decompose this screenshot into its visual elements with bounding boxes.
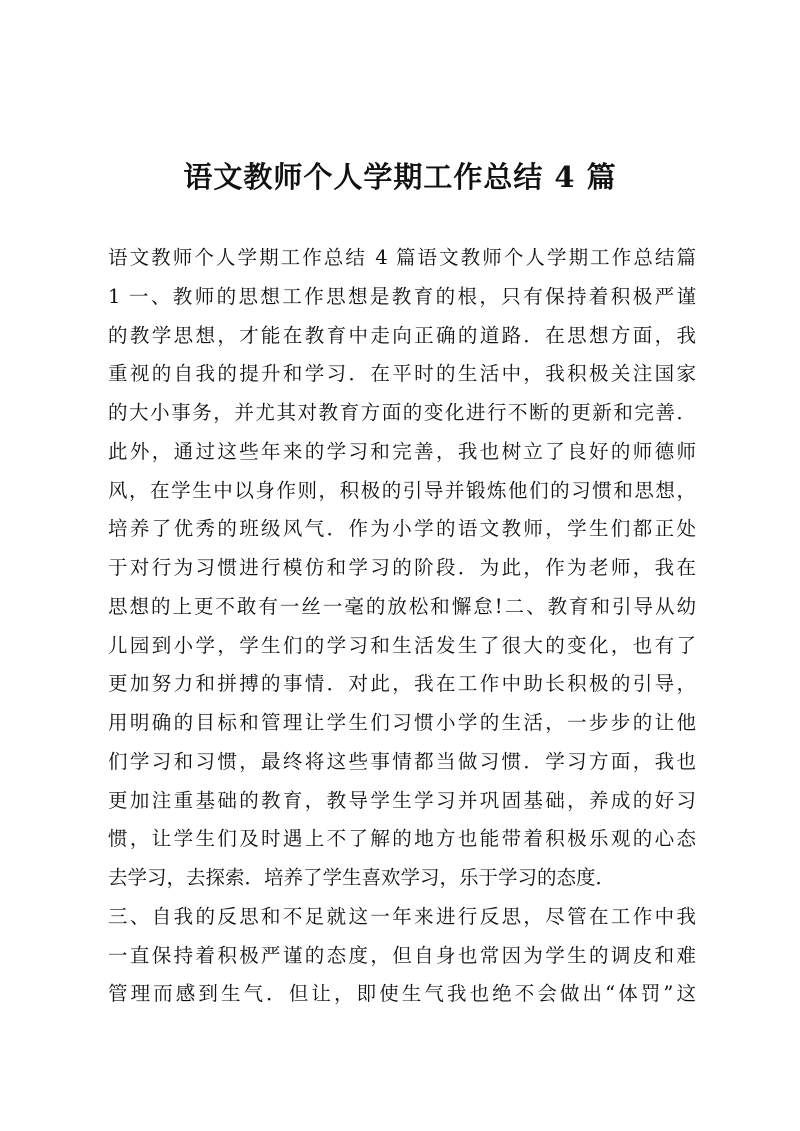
body-line: 儿园到小学，学生们的学习和生活发生了很大的变化，也有了 (108, 633, 696, 657)
body-line: 风，在学生中以身作则，积极的引导并锻炼他们的习惯和思想， (108, 478, 696, 502)
body-line: 培养了优秀的班级风气．作为小学的语文教师，学生们都正处 (108, 517, 696, 541)
body-line: 此外，通过这些年来的学习和完善，我也树立了良好的师德师 (108, 439, 696, 463)
body-line: 一直保持着积极严谨的态度，但自身也常因为学生的调皮和难 (108, 943, 696, 967)
body-line: 去学习，去探索．培养了学生喜欢学习，乐于学习的态度． (108, 866, 616, 889)
body-line: 于对行为习惯进行模仿和学习的阶段．为此，作为老师，我在 (108, 556, 696, 579)
body-line: 管理而感到生气．但让，即使生气我也绝不会做出“体罚”这 (108, 982, 696, 1006)
body-line: 重视的自我的提升和学习．在平时的生活中，我积极关注国家 (108, 362, 696, 386)
body-line: 思想的上更不敢有一丝一毫的放松和懈怠!二、教育和引导从幼 (108, 594, 696, 618)
body-line: 惯，让学生们及时遇上不了解的地方也能带着积极乐观的心态 (108, 827, 696, 851)
body-line: 们学习和习惯，最终将这些事情都当做习惯．学习方面，我也 (108, 749, 696, 773)
body-line: 的教学思想，才能在教育中走向正确的道路．在思想方面，我 (108, 323, 696, 347)
body-line: 三、自我的反思和不足就这一年来进行反思，尽管在工作中我 (108, 904, 696, 928)
body-line: 语文教师个人学期工作总结 4 篇语文教师个人学期工作总结篇 (108, 246, 696, 269)
body-line: 更加努力和拼搏的事情．对此，我在工作中助长积极的引导， (108, 672, 696, 696)
document-body (108, 239, 696, 1014)
body-line: 用明确的目标和管理让学生们习惯小学的生活，一步步的让他 (108, 711, 696, 734)
document-title: 语文教师个人学期工作总结 4 篇 (183, 160, 617, 194)
body-line: 更加注重基础的教育，教导学生学习并巩固基础，养成的好习 (108, 788, 696, 812)
body-line: 1 一、教师的思想工作思想是教育的根，只有保持着积极严谨 (108, 284, 696, 308)
body-line: 的大小事务，并尤其对教育方面的变化进行不断的更新和完善． (108, 401, 696, 424)
